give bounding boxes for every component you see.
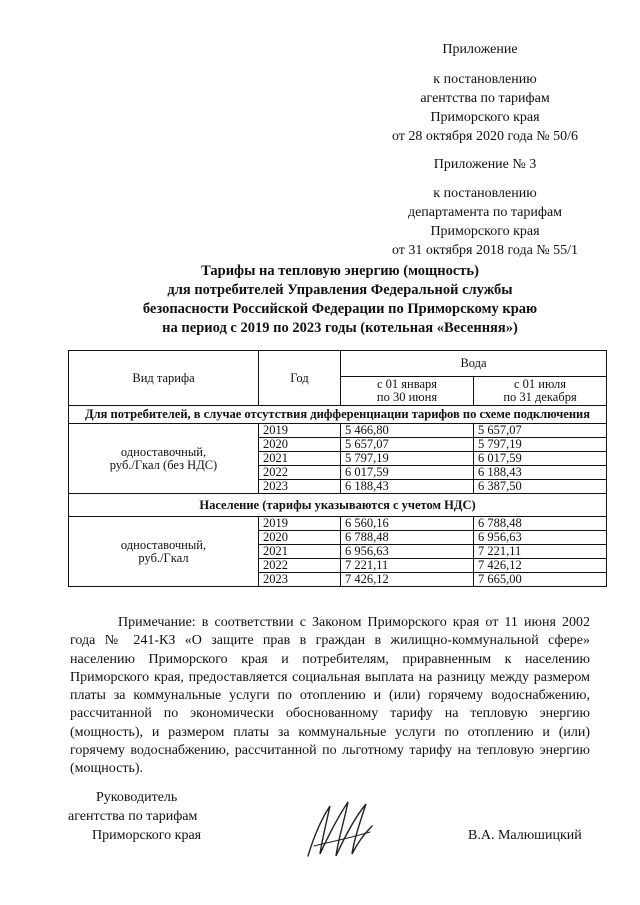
appendix-1-line3: Приморского края — [430, 110, 540, 125]
second-half-from: с 01 июля — [514, 377, 567, 391]
title-line-4: на период с 2019 по 2023 годы (котельная «Весенняя») — [162, 320, 518, 336]
second-half-to: по 31 декабря — [503, 390, 577, 404]
year-cell: 2020 — [259, 531, 341, 545]
tariff-type-line1: одноставочный, — [120, 444, 207, 459]
section-heading-row — [69, 494, 607, 517]
title-line-3: безопасности Российской Федерации по Приморскому краю — [142, 301, 538, 317]
appendix-1-reference — [360, 70, 610, 146]
title-line-1: Тарифы на тепловую энергию (мощность) — [201, 263, 479, 279]
year-cell: 2020 — [259, 438, 341, 452]
value-second-half: 7 221,11 — [474, 545, 607, 559]
appendix-2-line2: департамента по тарифам — [407, 205, 563, 220]
year-cell: 2021 — [259, 545, 341, 559]
signatory-position — [68, 788, 268, 845]
position-line-1: Руководитель — [96, 790, 178, 805]
value-second-half: 6 017,59 — [474, 452, 607, 466]
appendix-1-line4: от 28 октября 2020 года № 50/6 — [391, 129, 579, 144]
value-second-half: 6 956,63 — [474, 531, 607, 545]
col-header-water: Вода — [341, 351, 607, 377]
tariffs-table — [68, 350, 607, 587]
tariff-type-label — [69, 424, 259, 494]
value-second-half: 6 788,48 — [474, 517, 607, 531]
table-header-row — [69, 351, 607, 377]
value-first-half: 5 657,07 — [341, 438, 474, 452]
value-second-half: 5 797,19 — [474, 438, 607, 452]
year-cell: 2022 — [259, 466, 341, 480]
year-cell: 2019 — [259, 424, 341, 438]
value-first-half: 6 956,63 — [341, 545, 474, 559]
tariff-type-line1: одноставочный, — [120, 537, 207, 552]
signatory-name: В.А. Малюшицкий — [468, 828, 582, 843]
col-header-tariff-type: Вид тарифа — [69, 351, 259, 406]
year-cell: 2021 — [259, 452, 341, 466]
appendix-2-line4: от 31 октября 2018 года № 55/1 — [391, 243, 579, 258]
value-first-half: 7 221,11 — [341, 559, 474, 573]
value-second-half: 5 657,07 — [474, 424, 607, 438]
value-first-half: 6 017,59 — [341, 466, 474, 480]
section-heading-row — [69, 406, 607, 424]
first-half-from: с 01 января — [376, 377, 438, 391]
value-first-half: 5 797,19 — [341, 452, 474, 466]
section-heading: Население (тарифы указываются с учетом НДС) — [69, 494, 607, 517]
first-half-to: по 30 июня — [376, 390, 438, 404]
appendix-2-title: Приложение № 3 — [433, 157, 537, 172]
title-line-2: для потребителей Управления Федеральной службы — [167, 282, 513, 298]
value-first-half: 7 426,12 — [341, 573, 474, 587]
appendix-1-line2: агентства по тарифам — [420, 91, 550, 106]
value-first-half: 5 466,80 — [341, 424, 474, 438]
col-header-year: Год — [259, 351, 341, 406]
table-row — [69, 517, 607, 531]
value-second-half: 7 426,12 — [474, 559, 607, 573]
table-row — [69, 424, 607, 438]
appendix-1-title: Приложение — [442, 42, 518, 57]
appendix-2-line1: к постановлению — [433, 186, 537, 201]
position-line-2: агентства по тарифам — [68, 809, 198, 824]
value-second-half: 7 665,00 — [474, 573, 607, 587]
appendix-1-line1: к постановлению — [433, 72, 537, 87]
appendix-2-reference — [360, 184, 610, 260]
document-title — [60, 262, 620, 338]
handwritten-signature — [300, 796, 380, 866]
col-header-first-half — [341, 377, 474, 406]
year-cell: 2023 — [259, 480, 341, 494]
position-line-3: Приморского края — [92, 828, 202, 843]
tariff-type-label — [69, 517, 259, 587]
tariff-type-line2: руб./Гкал (без НДС) — [109, 457, 218, 472]
year-cell: 2023 — [259, 573, 341, 587]
year-cell: 2019 — [259, 517, 341, 531]
appendix-2-line3: Приморского края — [430, 224, 540, 239]
note-paragraph: Примечание: в соответствии с Законом Приморского края от 11 июня 2002 года № 241-КЗ «О защите прав в граждан в жилищно-коммунальной сфере» населению Приморского края и потребителям, приравненным к населению Приморского края, предоставляется социальная выплата на разницу между размером платы за коммунальные услуги по отоплению и (или) горячему водоснабжению, рассчитанной по экономически обоснованному тарифу на тепловую энергию (мощность), и размером платы за коммунальные услуги по отоплению и (или) горячему водоснабжению, рассчитанной по льготному тарифу на тепловую энергию (мощность). — [70, 615, 590, 777]
value-first-half: 6 788,48 — [341, 531, 474, 545]
value-second-half: 6 387,50 — [474, 480, 607, 494]
col-header-second-half — [474, 377, 607, 406]
section-heading: Для потребителей, в случае отсутствия дифференциации тарифов по схеме подключения — [69, 406, 607, 424]
tariff-type-line2: руб./Гкал — [138, 550, 189, 565]
value-first-half: 6 188,43 — [341, 480, 474, 494]
value-second-half: 6 188,43 — [474, 466, 607, 480]
year-cell: 2022 — [259, 559, 341, 573]
value-first-half: 6 560,16 — [341, 517, 474, 531]
